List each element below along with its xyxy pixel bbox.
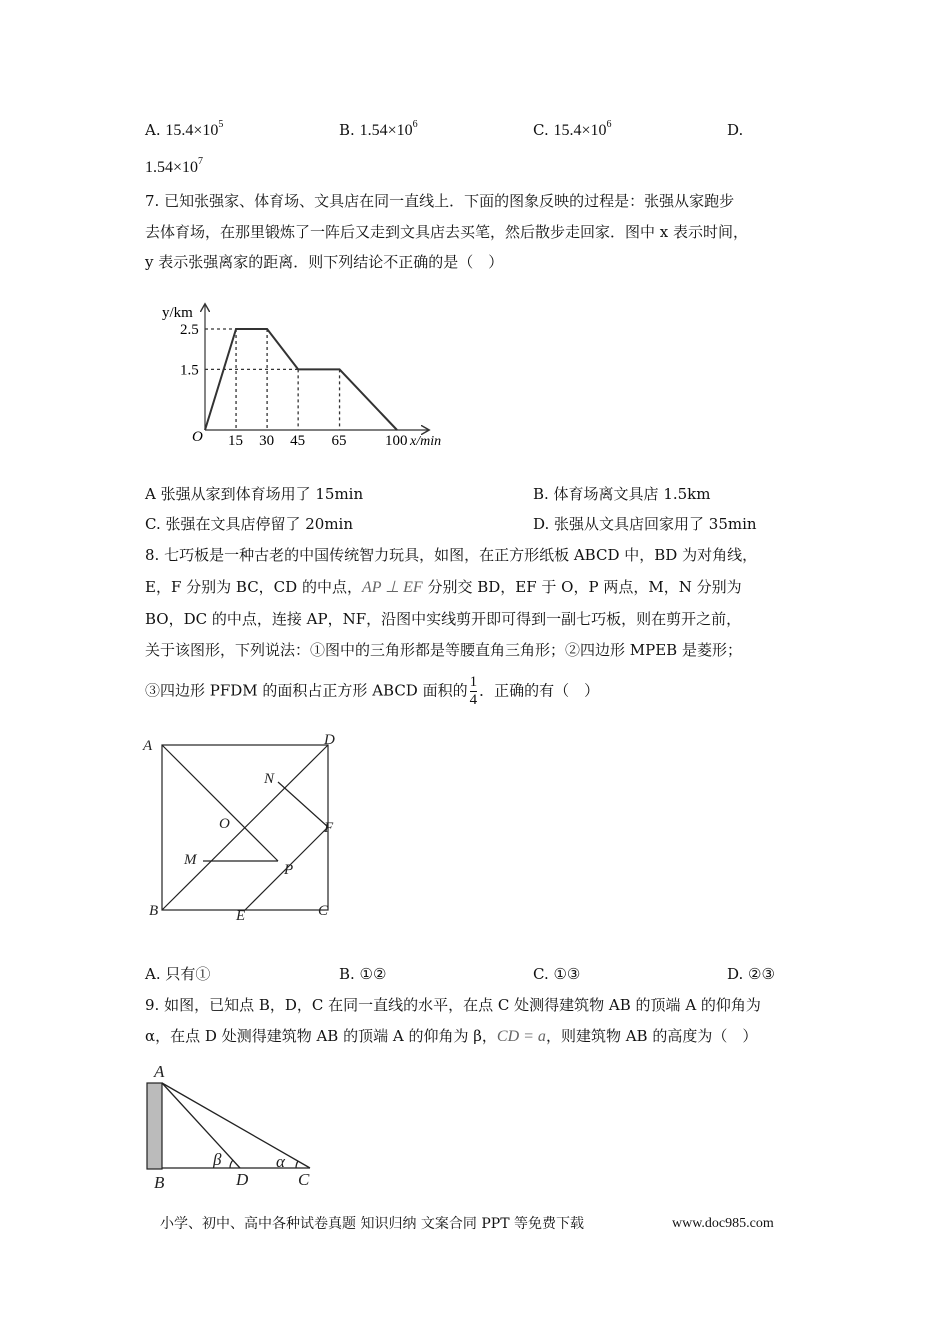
point-label-b: B — [149, 903, 159, 919]
origin-label: O — [192, 429, 203, 445]
point-label-a: A — [143, 738, 153, 754]
point-label-b: B — [154, 1173, 165, 1192]
q7-option-c: C. 张强在文具店停留了 20min — [145, 515, 354, 533]
x-tick-label: 30 — [259, 433, 275, 449]
q6-option-c: C. $15.4\times 10^6$ — [533, 119, 612, 139]
q7-line-3: y 表示张强离家的距离．则下列结论不正确的是（ ） — [145, 253, 504, 271]
x-tick-label: 65 — [331, 433, 347, 449]
q7-option-a: A 张强从家到体育场用了 15min — [145, 485, 364, 503]
building-ab — [147, 1083, 162, 1169]
q6-option-d-label: D. — [727, 121, 744, 139]
q6-option-d-value: $1.54\times 10^7$ — [145, 156, 204, 176]
q8-line-3: BO，DC 的中点，连接 AP，NF，沿图中实线剪开即可得到一副七巧板，则在剪开之前， — [145, 610, 742, 628]
x-axis-label: x/min — [410, 434, 442, 449]
y-axis-label: y/km — [162, 305, 193, 321]
segment-nf — [278, 782, 328, 827]
q8-line-4: 关于该图形，下列说法：①图中的三角形都是等腰直角三角形；②四边形 MPEB 是菱形； — [145, 641, 742, 659]
sightline-ad — [162, 1083, 240, 1168]
q9-line-1: 9. 如图，已知点 B，D，C 在同一直线的水平，在点 C 处测得建筑物 AB 的顶端 A 的仰角为 — [145, 996, 761, 1014]
series-line — [205, 329, 397, 430]
point-label-c: C — [298, 1170, 310, 1189]
sightline-ac — [162, 1083, 310, 1168]
q7-option-b: B. 体育场离文具店 1.5km — [533, 485, 711, 503]
point-label-n: N — [264, 771, 275, 787]
angle-label-beta: β — [213, 1150, 222, 1169]
point-label-e: E — [236, 908, 246, 924]
q8-option-c: C. ①③ — [533, 965, 581, 983]
q8-line-2: E，F 分别为 BC，CD 的中点，AP ⊥ EF 分别交 BD，EF 于 O，P 两点，M，N 分别为 — [145, 578, 742, 596]
point-label-a: A — [154, 1062, 165, 1081]
q7-line-1: 7. 已知张强家、体育场、文具店在同一直线上．下面的图象反映的过程是：张强从家跑步 — [145, 192, 735, 210]
point-label-m: M — [184, 852, 197, 868]
q8-option-a: A. 只有① — [145, 965, 211, 983]
footer-link[interactable]: www.doc985.com — [672, 1216, 774, 1231]
x-tick-label: 15 — [228, 433, 244, 449]
segment-ap — [162, 745, 278, 861]
point-label-d: D — [324, 732, 335, 748]
q8-option-d: D. ②③ — [727, 965, 775, 983]
point-label-d: D — [236, 1170, 249, 1189]
q8-line-1: 8. 七巧板是一种古老的中国传统智力玩具，如图，在正方形纸板 ABCD 中，BD 为对角线， — [145, 546, 758, 564]
y-tick-label: 2.5 — [180, 322, 199, 338]
point-label-c: C — [318, 903, 329, 919]
guide-lines — [205, 329, 340, 430]
tangram-figure — [140, 728, 350, 928]
q8-line-5: ③四边形 PFDM 的面积占正方形 ABCD 面积的 $\frac{1}{4}$ ．正确的有（ ） — [145, 674, 600, 708]
distance-time-graph — [160, 295, 460, 455]
q8-option-b: B. ①② — [339, 965, 387, 983]
q7-line-2: 去体育场，在那里锻炼了一阵后又走到文具店去买笔，然后散步走回家．图中 x 表示时间， — [145, 223, 748, 241]
point-label-p: P — [284, 862, 294, 878]
q6-option-a: A. $15.4\times 10^5$ — [145, 119, 224, 139]
point-label-o: O — [219, 816, 230, 832]
x-tick-label: 100 — [385, 433, 408, 449]
y-tick-label: 1.5 — [180, 362, 199, 379]
q9-line-2: α，在点 D 处测得建筑物 AB 的顶端 A 的仰角为 β，CD = a，则建筑物 AB 的高度为（ ） — [145, 1027, 758, 1045]
point-label-f: F — [324, 820, 334, 836]
angle-label-alpha: α — [276, 1152, 285, 1171]
elevation-angle-figure — [140, 1058, 325, 1193]
q6-option-b: B. $1.54\times 10^6$ — [339, 119, 418, 139]
footer-text: 小学、初中、高中各种试卷真题 知识归纳 文案合同 PPT 等免费下载 — [160, 1216, 584, 1232]
angle-beta-arc — [230, 1160, 233, 1168]
fraction-one-quarter: $\frac{1}{4}$ — [469, 674, 478, 708]
q7-option-d: D. 张强从文具店回家用了 35min — [533, 515, 757, 533]
angle-alpha-arc — [296, 1161, 298, 1168]
x-tick-label: 45 — [290, 433, 306, 449]
